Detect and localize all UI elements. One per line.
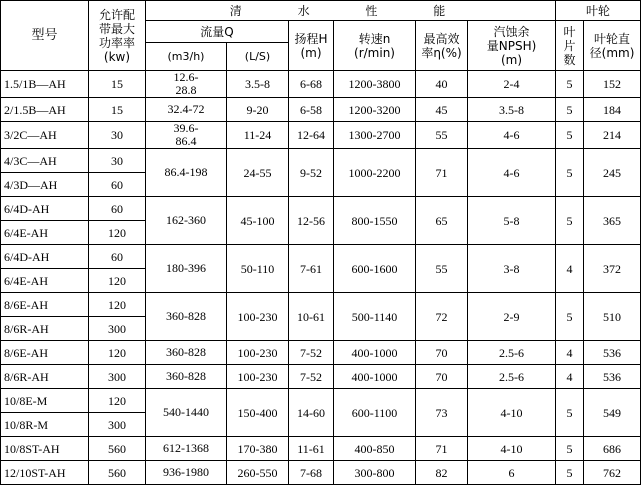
efficiency-header: [416, 21, 468, 71]
npsh-cell: 2.5-6: [468, 365, 556, 389]
flow-ls-cell: 100-230: [227, 341, 289, 365]
efficiency-cell: 72: [416, 293, 468, 341]
blades-cell: 5: [556, 98, 584, 122]
power-cell: 300: [89, 365, 146, 389]
model-cell: 6/4D-AH: [1, 245, 89, 269]
model-cell: 1.5/1B—AH: [1, 71, 89, 98]
water-performance-header: 清 水 性 能: [146, 1, 556, 21]
model-cell: 6/4D-AH: [1, 197, 89, 221]
flow-m3h-line: 39.6-: [173, 121, 199, 135]
model-cell: 10/8R-M: [1, 413, 89, 437]
blades-header-line: 叶: [563, 24, 576, 39]
table-row: [1, 293, 641, 317]
power-header-line: 带最大: [98, 21, 135, 36]
model-cell: 10/8ST-AH: [1, 437, 89, 461]
impeller-diameter-cell: 536: [584, 341, 641, 365]
flow-m3h-line: 540-1440: [163, 405, 209, 419]
head-cell: 7-61: [289, 245, 334, 293]
power-cell: 60: [89, 173, 146, 197]
npsh-cell: 3.5-8: [468, 98, 556, 122]
impeller-diameter-cell: 686: [584, 437, 641, 461]
efficiency-header-line: 最高效: [423, 31, 460, 46]
speed-header-line: (r/min): [354, 45, 395, 60]
head-cell: 7-68: [289, 461, 334, 485]
flow-ls-cell: 150-400: [227, 389, 289, 437]
flow-m3h-cell: [146, 365, 227, 389]
efficiency-cell: 45: [416, 98, 468, 122]
impeller-diameter-header-line: 叶轮直: [594, 31, 631, 46]
head-cell: 9-52: [289, 149, 334, 197]
npsh-cell: 4-10: [468, 437, 556, 461]
blades-cell: 5: [556, 71, 584, 98]
speed-cell: 600-1600: [334, 245, 416, 293]
head-cell: 10-61: [289, 293, 334, 341]
npsh-header: [468, 21, 556, 71]
efficiency-cell: 71: [416, 149, 468, 197]
model-header: 型号: [1, 1, 89, 71]
flow-ls-cell: 100-230: [227, 365, 289, 389]
flow-m3h-line: 936-1980: [163, 465, 209, 479]
flow-m3h-line: 180-396: [166, 261, 206, 275]
speed-header-line: 转速n: [358, 31, 391, 46]
flow-ls-cell: 45-100: [227, 197, 289, 245]
impeller-diameter-cell: 762: [584, 461, 641, 485]
flow-m3h-cell: [146, 437, 227, 461]
model-cell: 12/10ST-AH: [1, 461, 89, 485]
flow-m3h-cell: [146, 71, 227, 98]
flow-m3h-line: 612-1368: [163, 441, 209, 455]
flow-ls-cell: 100-230: [227, 293, 289, 341]
model-cell: 10/8E-M: [1, 389, 89, 413]
blades-cell: 5: [556, 461, 584, 485]
flow-m3h-line: 12.6-: [173, 70, 199, 84]
efficiency-cell: 73: [416, 389, 468, 437]
flow-m3h-cell: [146, 98, 227, 122]
efficiency-cell: 70: [416, 365, 468, 389]
speed-cell: 300-800: [334, 461, 416, 485]
speed-cell: 500-1140: [334, 293, 416, 341]
header-row-1: [1, 1, 641, 21]
flow-ls-cell: 11-24: [227, 122, 289, 149]
npsh-header-line: 汽蚀余: [493, 24, 530, 39]
power-cell: 120: [89, 269, 146, 293]
flow-m3h-line: 360-828: [166, 309, 206, 323]
npsh-header-line: 量NPSH): [486, 38, 537, 53]
flow-m3h-line: 162-360: [166, 213, 206, 227]
power-cell: 30: [89, 122, 146, 149]
efficiency-cell: 55: [416, 122, 468, 149]
table-row: [1, 149, 641, 173]
speed-cell: 1000-2200: [334, 149, 416, 197]
speed-cell: 800-1550: [334, 197, 416, 245]
flow-ls-cell: 50-110: [227, 245, 289, 293]
table-row: [1, 365, 641, 389]
power-cell: 15: [89, 98, 146, 122]
speed-cell: 1300-2700: [334, 122, 416, 149]
blades-header-line: 数: [563, 52, 576, 67]
table-row: [1, 122, 641, 149]
table-row: [1, 245, 641, 269]
speed-cell: 400-1000: [334, 341, 416, 365]
head-cell: 6-58: [289, 98, 334, 122]
power-header-line: 允许配: [98, 7, 135, 22]
head-cell: 11-61: [289, 437, 334, 461]
speed-cell: 400-850: [334, 437, 416, 461]
model-cell: 8/6E-AH: [1, 341, 89, 365]
head-cell: 14-60: [289, 389, 334, 437]
impeller-diameter-cell: 245: [584, 149, 641, 197]
flow-m3h-cell: [146, 245, 227, 293]
spec-table-body: [1, 1, 641, 485]
impeller-diameter-cell: 510: [584, 293, 641, 341]
power-header-line: (kw): [103, 49, 131, 64]
head-header-line: (m): [300, 45, 322, 60]
table-row: [1, 71, 641, 98]
blades-cell: 4: [556, 341, 584, 365]
impeller-group-header: 叶轮: [556, 1, 641, 21]
model-cell: 6/4E-AH: [1, 269, 89, 293]
speed-header: [334, 21, 416, 71]
npsh-cell: 6: [468, 461, 556, 485]
table-row: [1, 341, 641, 365]
flow-ls-cell: 170-380: [227, 437, 289, 461]
efficiency-cell: 40: [416, 71, 468, 98]
efficiency-cell: 82: [416, 461, 468, 485]
table-row: [1, 197, 641, 221]
flow-m3h-line: 32.4-72: [167, 102, 205, 116]
npsh-cell: 4-6: [468, 122, 556, 149]
flow-m3h-line: 360-828: [166, 345, 206, 359]
flow-m3h-cell: [146, 149, 227, 197]
speed-cell: 600-1100: [334, 389, 416, 437]
model-cell: 4/3D—AH: [1, 173, 89, 197]
model-cell: 8/6R-AH: [1, 317, 89, 341]
power-cell: 60: [89, 197, 146, 221]
impeller-diameter-cell: 549: [584, 389, 641, 437]
npsh-cell: 2-9: [468, 293, 556, 341]
table-row: [1, 98, 641, 122]
flow-m3h-cell: [146, 341, 227, 365]
impeller-diameter-header-line: 径(mm): [589, 45, 635, 60]
impeller-diameter-cell: 372: [584, 245, 641, 293]
flow-m3h-cell: [146, 461, 227, 485]
model-cell: 8/6R-AH: [1, 365, 89, 389]
npsh-header-line: (m): [500, 52, 523, 67]
model-cell: 3/2C—AH: [1, 122, 89, 149]
blades-header: [556, 21, 584, 71]
power-cell: 560: [89, 461, 146, 485]
efficiency-cell: 71: [416, 437, 468, 461]
blades-cell: 5: [556, 389, 584, 437]
power-cell: 560: [89, 437, 146, 461]
power-cell: 60: [89, 245, 146, 269]
power-cell: 300: [89, 413, 146, 437]
blades-cell: 5: [556, 197, 584, 245]
npsh-cell: 4-10: [468, 389, 556, 437]
flow-ls-cell: 3.5-8: [227, 71, 289, 98]
flow-m3h-line: 86.4: [175, 134, 197, 148]
model-cell: 2/1.5B—AH: [1, 98, 89, 122]
blades-cell: 5: [556, 437, 584, 461]
efficiency-cell: 65: [416, 197, 468, 245]
npsh-cell: 2.5-6: [468, 341, 556, 365]
head-cell: 12-56: [289, 197, 334, 245]
blades-cell: 4: [556, 365, 584, 389]
blades-cell: 5: [556, 149, 584, 197]
speed-cell: 400-1000: [334, 365, 416, 389]
head-cell: 12-64: [289, 122, 334, 149]
head-cell: 6-68: [289, 71, 334, 98]
flow-ls-cell: 9-20: [227, 98, 289, 122]
model-cell: 6/4E-AH: [1, 221, 89, 245]
table-row: [1, 437, 641, 461]
blades-cell: 5: [556, 293, 584, 341]
power-cell: 120: [89, 293, 146, 317]
flow-m3h-line: 28.8: [175, 83, 197, 97]
model-cell: 4/3C—AH: [1, 149, 89, 173]
power-cell: 30: [89, 149, 146, 173]
head-header: [289, 21, 334, 71]
flow-unit-ls: (L/S): [227, 43, 289, 71]
speed-cell: 1200-3800: [334, 71, 416, 98]
flow-m3h-cell: [146, 389, 227, 437]
efficiency-header-line: 率η(%): [421, 45, 462, 60]
flow-unit-m3h: (m3/h): [146, 43, 227, 71]
flow-header: 流量Q: [146, 21, 289, 43]
blades-cell: 4: [556, 245, 584, 293]
flow-m3h-line: 86.4-198: [164, 165, 208, 179]
power-header-line: 功率率: [98, 35, 135, 50]
power-cell: 120: [89, 389, 146, 413]
impeller-diameter-cell: 184: [584, 98, 641, 122]
impeller-diameter-cell: 152: [584, 71, 641, 98]
table-row: [1, 461, 641, 485]
flow-ls-cell: 24-55: [227, 149, 289, 197]
flow-m3h-cell: [146, 197, 227, 245]
flow-m3h-cell: [146, 122, 227, 149]
impeller-diameter-cell: 536: [584, 365, 641, 389]
power-cell: 120: [89, 341, 146, 365]
speed-cell: 1200-3200: [334, 98, 416, 122]
flow-m3h-cell: [146, 293, 227, 341]
impeller-diameter-cell: 214: [584, 122, 641, 149]
efficiency-cell: 55: [416, 245, 468, 293]
table-row: [1, 389, 641, 413]
blades-cell: 5: [556, 122, 584, 149]
npsh-cell: 2-4: [468, 71, 556, 98]
head-cell: 7-52: [289, 341, 334, 365]
npsh-cell: 5-8: [468, 197, 556, 245]
impeller-diameter-cell: 365: [584, 197, 641, 245]
power-cell: 15: [89, 71, 146, 98]
flow-m3h-line: 360-828: [166, 369, 206, 383]
head-cell: 7-52: [289, 365, 334, 389]
npsh-cell: 4-6: [468, 149, 556, 197]
power-cell: 120: [89, 221, 146, 245]
impeller-diameter-header: [584, 21, 641, 71]
power-cell: 300: [89, 317, 146, 341]
efficiency-cell: 70: [416, 341, 468, 365]
npsh-cell: 3-8: [468, 245, 556, 293]
flow-ls-cell: 260-550: [227, 461, 289, 485]
model-cell: 8/6E-AH: [1, 293, 89, 317]
power-header: [89, 1, 146, 71]
head-header-line: 扬程H: [294, 31, 328, 46]
blades-header-line: 片: [563, 38, 576, 53]
